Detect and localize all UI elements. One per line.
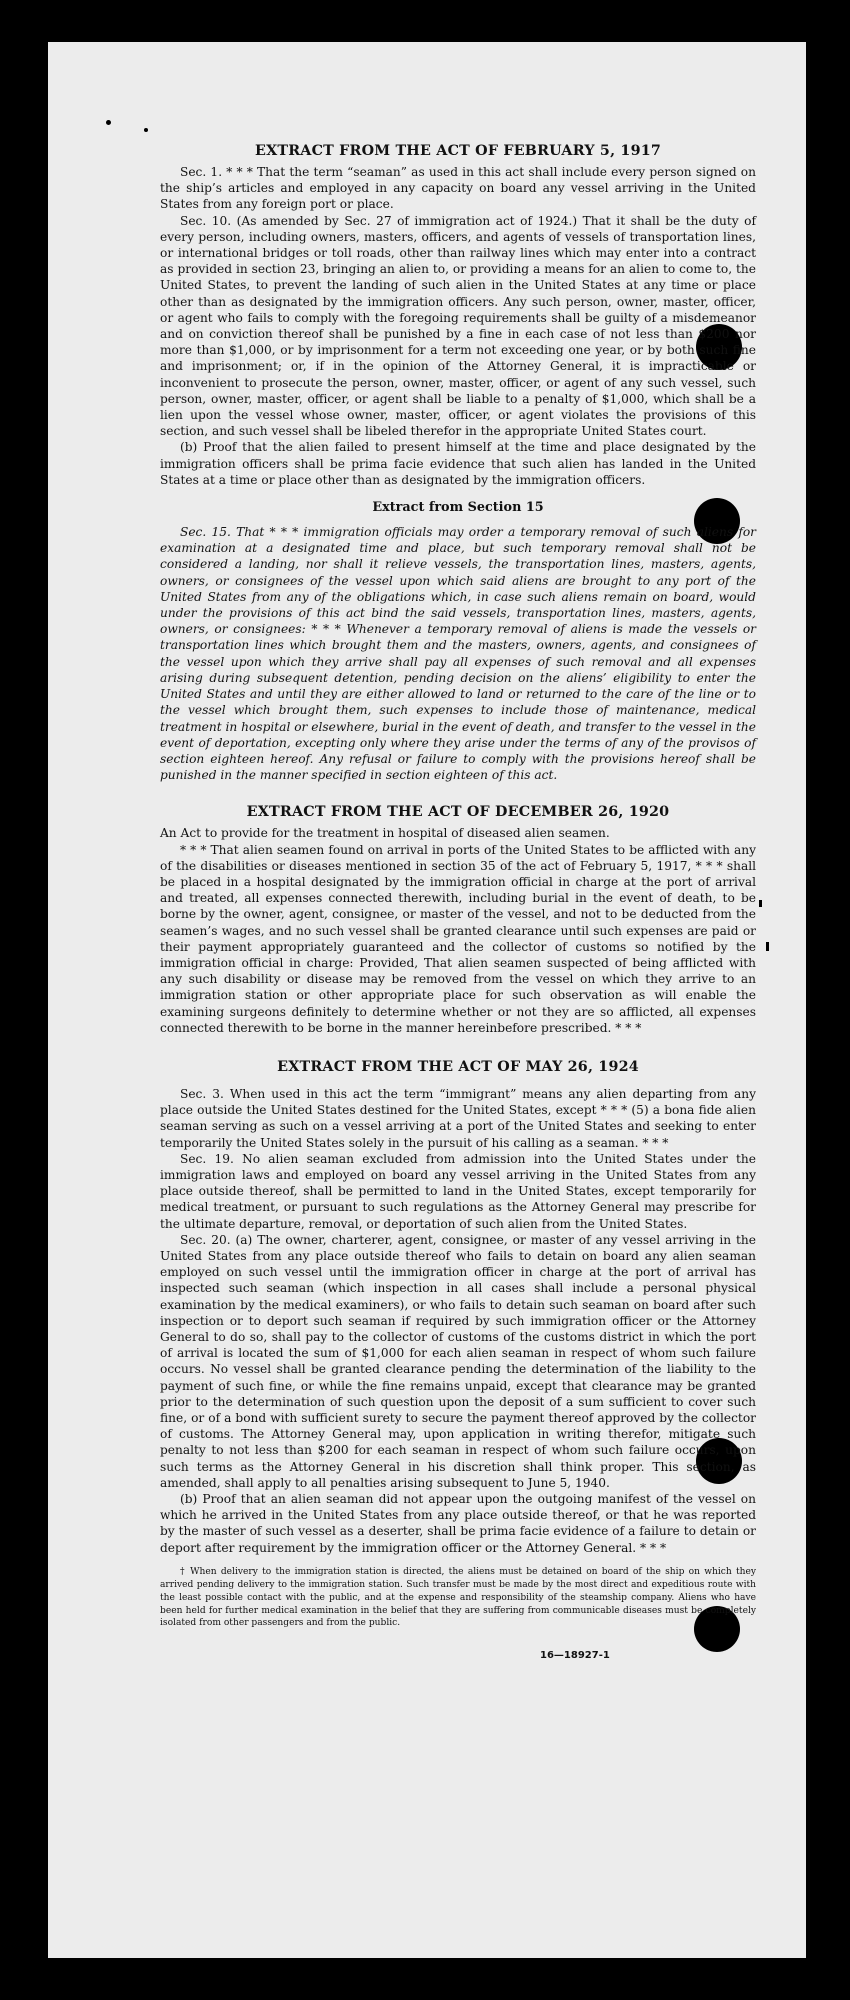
paragraph-act-title: An Act to provide for the treatment in hospital of diseased alien seamen. — [160, 826, 610, 841]
section-15-body — [160, 524, 756, 783]
section-1917-body — [160, 164, 756, 488]
paragraph-1920-main: * * * That alien seamen found on arrival in ports of the United States to be afflicted with any of the disabilities or diseases mentioned in section 35 of the act of February 5, 1917, * * * shall be placed in a hospital designated by the immigration official in charge at the port of arrival and treated, all expenses connected therewith, including burial in the event of death, to be borne by the owner, agent, consignee, or master of the vessel, and not to be deducted from the seamen’s wages, and no such vessel shall be granted clearance until such expenses are paid or their payment appropriately guaranteed and the collector of customs so notified by the immigration official in charge: Provided, That alien seamen suspected of being afflicted with any such disability or disease may be removed from the vessel on which they arrive to an immigration station or other appropriate place for such observation as will enable the examining surgeons definitely to determine whether or not they are so afflicted, all expenses connected therewith to be borne in the manner hereinbefore prescribed. * * * — [160, 842, 756, 1035]
paragraph-sec-1: Sec. 1. * * * That the term “seaman” as used in this act shall include every person signed on the ship’s articles and employed in any capacity on board any vessel arriving in the United States from any foreign port or place. — [160, 165, 756, 212]
document-content — [160, 142, 756, 1661]
footnote-text: † When delivery to the immigration station is directed, the aliens must be detained on board of the ship on which they arrived pending delivery to the immigration station. Such transfer must be made by the most direct and expeditious route with the least possible contact with the public, and at the expense and responsibility of the steamship company. Aliens who have been held for further medical examination in the belief that they are suffering from communicable diseases must be completely isolated from other passengers and from the public. — [160, 1566, 756, 1629]
footnote — [160, 1566, 756, 1631]
heading-act-1920: EXTRACT FROM THE ACT OF DECEMBER 26, 1920 — [246, 804, 670, 821]
paragraph-sec-15: Sec. 15. That * * * immigration officials may order a temporary removal of such aliens for examination at a designated time and place, but such temporary removal shall not be considered a landing, nor shall it relieve vessels, the transportation lines, masters, agents, owners, or consignees of the vessel upon which said aliens are brought to any port of the United States from any of the obligations which, in case such aliens remain on board, would under the provisions of this act bind the said vessels, transportation lines, masters, agents, owners, or consignees: * * * Whenever a temporary removal of aliens is made the vessels or transportation lines which brought them and the masters, owners, agents, and consignees of the vessel upon which they arrive shall pay all expenses of such removal and all expenses arising during subsequent detention, pending decision on the aliens’ eligibility to enter the United States and until they are either allowed to land or returned to the care of the line or to the vessel which brought them, such expenses to include those of maintenance, medical treatment in hospital or elsewhere, burial in the event of death, and transfer to the vessel in the event of deportation, excepting only where they arise under the terms of any of the provisos of section eighteen hereof. Any refusal or failure to comply with the provisions hereof shall be punished in the manner specified in section eighteen of this act. — [160, 525, 756, 783]
paragraph-sec-20-b: (b) Proof that an alien seaman did not appear upon the outgoing manifest of the vessel on which he arrived in the United States from any place outside thereof, or that he was reported by the master of such vessel as a deserter, shall be prima facie evidence of a failure to detain or deport after requirement by the immigration officer or the Attorney General. * * * — [160, 1492, 756, 1555]
page-speck — [106, 120, 111, 125]
form-number: 16—18927-1 — [540, 1650, 610, 1662]
paragraph-sec-10: Sec. 10. (As amended by Sec. 27 of immigration act of 1924.) That it shall be the duty of every person, including owners, masters, officers, and agents of vessels of transportation lines, or international bridges or toll roads, other than railway lines which may enter into a contract as provided in section 23, bringing an alien to, or providing a means for an alien to come to, the United States, to prevent the landing of such alien in the United States at any time or place other than as designated by the immigration officers. Any such person, owner, master, officer, or agent who fails to comply with the foregoing requirements shall be guilty of a misdemeanor and on conviction thereof shall be punished by a fine in each case of not less than $200 nor more than $1,000, or by imprisonment for a term not exceeding one year, or by both such fine and imprisonment; or, if in the opinion of the Attorney General, it is impracticable or inconvenient to prosecute the person, owner, master, officer, or agent of any such vessel, such person, owner, master, officer, or agent shall be liable to a penalty of $1,000, which shall be a lien upon the vessel whose owner, master, officer, or agent violates the provisions of this section, and such vessel shall be libeled therefor in the appropriate United States court. — [160, 213, 756, 439]
heading-act-1917: EXTRACT FROM THE ACT OF FEBRUARY 5, 1917 — [254, 143, 662, 159]
section-1924-body — [160, 1086, 756, 1556]
section-1920-body — [160, 825, 756, 1036]
page-speck — [144, 128, 148, 132]
document-page — [48, 42, 806, 1958]
paragraph-sec-10-b: (b) Proof that the alien failed to present himself at the time and place designated by the immigration officers shall be prima facie evidence that such alien has landed in the United States at a time or place other than as designated by the immigration officers. — [160, 440, 756, 487]
paragraph-sec-19: Sec. 19. No alien seaman excluded from admission into the United States under the immigration laws and employed on board any vessel arriving in the United States from any place outside thereof, shall be permitted to land in the United States, except temporarily for medical treatment, or pursuant to such regulations as the Attorney General may prescribe for the ultimate departure, removal, or deportation of such alien from the United States. — [160, 1151, 756, 1231]
margin-mark — [766, 942, 769, 951]
paragraph-sec-20-a: Sec. 20. (a) The owner, charterer, agent, consignee, or master of any vessel arriving in the United States from any place outside thereof who fails to detain on board any alien seaman employed on such vessel until the immigration officer in charge at the port of arrival has inspected such seaman (which inspection in all cases shall include a personal physical examination by the medical examiners), or who fails to detain such seaman on board after such inspection or to deport such seaman if required by such immigration officer or the Attorney General to do so, shall pay to the collector of customs of the customs district in which the port of arrival is located the sum of $1,000 for each alien seaman in respect of whom such failure occurs. No vessel shall be granted clearance pending the determination of the liability to the payment of such fine, or while the fine remains unpaid, except that clearance may be granted prior to the determination of such question upon the deposit of a sum sufficient to cover such fine, or of a bond with sufficient surety to secure the payment thereof approved by the collector of customs. The Attorney General may, upon application in writing therefor, mitigate such penalty to not less than $200 for each seaman in respect of whom such failure occurs, upon such terms as the Attorney General in his discretion shall think proper. This section, as amended, shall apply to all penalties arising subsequent to June 5, 1940. — [160, 1232, 756, 1490]
margin-mark — [759, 900, 762, 907]
subheading-section-15: Extract from Section 15 — [372, 500, 544, 516]
heading-act-1924: EXTRACT FROM THE ACT OF MAY 26, 1924 — [277, 1058, 639, 1075]
paragraph-sec-3: Sec. 3. When used in this act the term “immigrant” means any alien departing from any place outside the United States destined for the United States, except * * * (5) a bona fide alien seaman serving as such on a vessel arriving at a port of the United States and seeking to enter temporarily the United States solely in the pursuit of his calling as a seaman. * * * — [160, 1086, 756, 1150]
